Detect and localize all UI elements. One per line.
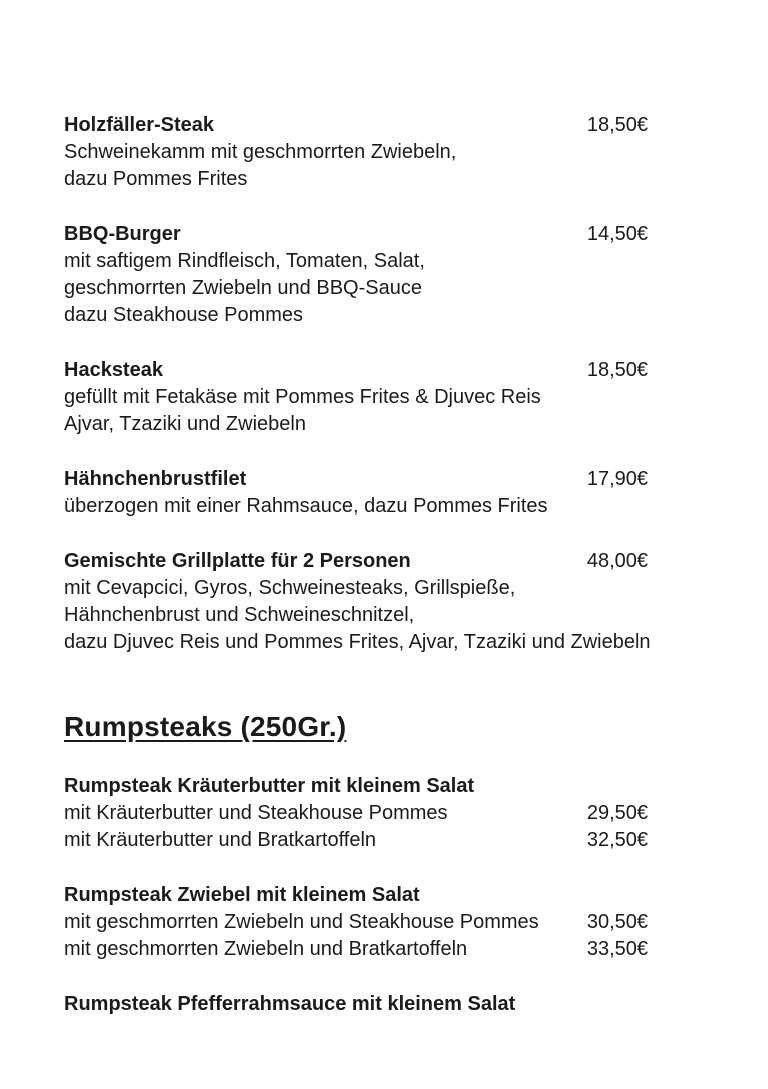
item-name: Hähnchenbrustfilet: [64, 468, 247, 490]
item-name: Rumpsteak Zwiebel mit kleinem Salat: [64, 884, 420, 906]
menu-row: [64, 221, 648, 248]
menu-row: [64, 909, 648, 936]
menu-row: [64, 302, 648, 329]
menu-row: [64, 773, 648, 800]
menu-item: [64, 466, 648, 520]
item-description-line: mit Kräuterbutter und Bratkartoffeln: [64, 829, 377, 851]
menu-row: [64, 112, 648, 139]
menu-row: [64, 248, 648, 275]
item-name: Holzfäller-Steak: [64, 114, 215, 136]
item-description-line: mit Kräuterbutter und Steakhouse Pommes: [64, 802, 448, 824]
menu-row: [64, 936, 648, 963]
item-price: 29,50€: [586, 802, 648, 824]
item-description-line: Hähnchenbrust und Schweineschnitzel,: [64, 604, 415, 626]
menu-row: [64, 275, 648, 302]
item-name: Hacksteak: [64, 359, 163, 381]
item-price: 32,50€: [586, 829, 648, 851]
menu-item: [64, 773, 648, 854]
item-name: Rumpsteak Kräuterbutter mit kleinem Salat: [64, 775, 475, 797]
grill-items-section: [64, 112, 651, 656]
item-description-line: dazu Steakhouse Pommes: [64, 304, 304, 326]
item-price: 18,50€: [586, 359, 648, 381]
menu-row: [64, 357, 648, 384]
menu-row: [64, 166, 648, 193]
menu-row: [64, 139, 648, 166]
item-name: BBQ-Burger: [64, 223, 181, 245]
menu-row: [64, 548, 648, 575]
menu-row: [64, 466, 648, 493]
menu-row: [64, 575, 648, 602]
item-price: 33,50€: [586, 938, 648, 960]
menu-item: [64, 357, 648, 438]
menu-row: [64, 827, 648, 854]
menu-item: [64, 882, 648, 963]
menu-row: [64, 411, 648, 438]
item-description-line: mit Cevapcici, Gyros, Schweinesteaks, Grillspieße,: [64, 577, 516, 599]
item-description-line: dazu Djuvec Reis und Pommes Frites, Ajvar, Tzaziki und Zwiebeln: [64, 631, 651, 653]
menu-row: [64, 882, 648, 909]
item-description-line: überzogen mit einer Rahmsauce, dazu Pommes Frites: [64, 495, 548, 517]
menu-row: [64, 384, 648, 411]
item-price: 48,00€: [586, 550, 648, 572]
item-description-line: geschmorrten Zwiebeln und BBQ-Sauce: [64, 277, 422, 299]
section-heading-rumpsteaks: Rumpsteaks (250Gr.): [64, 711, 347, 742]
menu-item: [64, 548, 651, 656]
item-description-line: gefüllt mit Fetakäse mit Pommes Frites & Djuvec Reis: [64, 386, 541, 408]
item-description-line: dazu Pommes Frites: [64, 168, 248, 190]
menu-item: [64, 112, 648, 193]
item-description-line: Ajvar, Tzaziki und Zwiebeln: [64, 413, 306, 435]
item-description-line: mit geschmorrten Zwiebeln und Steakhouse Pommes: [64, 911, 539, 933]
menu-item: [64, 221, 648, 329]
item-price: 17,90€: [586, 468, 648, 490]
menu-row: [64, 602, 648, 629]
menu-row: [64, 629, 651, 656]
item-price: 18,50€: [586, 114, 648, 136]
rumpsteaks-section: [64, 773, 648, 1018]
item-description-line: mit geschmorrten Zwiebeln und Bratkartoffeln: [64, 938, 468, 960]
item-price: 30,50€: [586, 911, 648, 933]
item-description-line: mit saftigem Rindfleisch, Tomaten, Salat,: [64, 250, 425, 272]
menu-item: [64, 991, 648, 1018]
item-name: Rumpsteak Pfefferrahmsauce mit kleinem Salat: [64, 993, 516, 1015]
item-price: 14,50€: [586, 223, 648, 245]
menu-row: [64, 493, 648, 520]
item-name: Gemischte Grillplatte für 2 Personen: [64, 550, 411, 572]
menu-row: [64, 991, 648, 1018]
item-description-line: Schweinekamm mit geschmorrten Zwiebeln,: [64, 141, 457, 163]
menu-row: [64, 800, 648, 827]
